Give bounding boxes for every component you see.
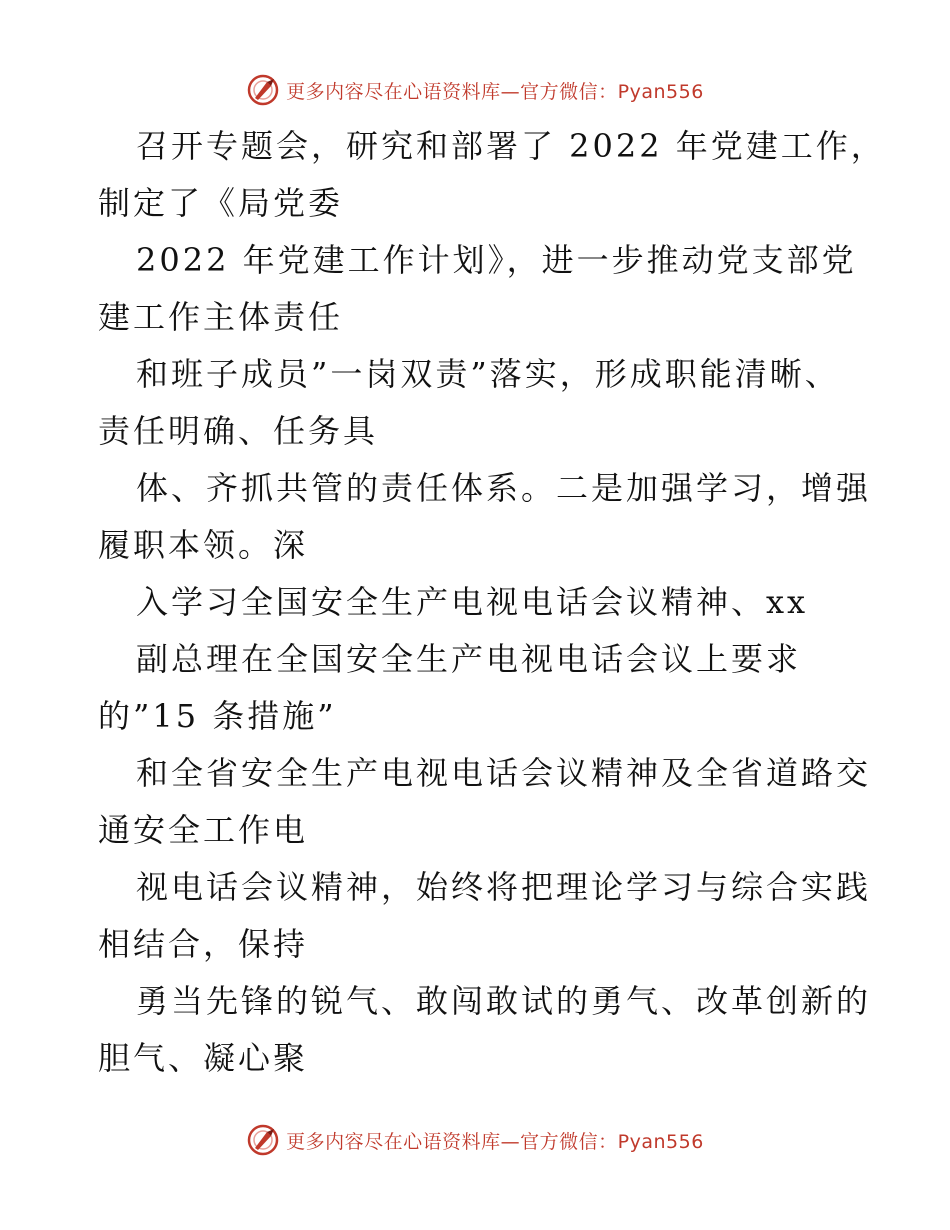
paragraph-continuation-line: 建工作主体责任 <box>98 298 344 336</box>
document-body <box>98 118 886 1087</box>
paragraph-first-line: 视电话会议精神，始终将把理论学习与综合实践 <box>136 868 872 906</box>
paragraph-first-line: 入学习全国安全生产电视电话会议精神、xx <box>136 583 809 621</box>
paragraph-first-line: 2022 年党建工作计划》，进一步推动党支部党 <box>136 241 857 279</box>
paragraph <box>98 232 868 346</box>
paragraph <box>98 574 868 631</box>
banner-text: 更多内容尽在心语资料库—官方微信：Pyan556 <box>286 1130 704 1153</box>
paragraph-first-line: 勇当先锋的锐气、敢闯敢试的勇气、改革创新的 <box>136 982 872 1020</box>
pen-nib-logo-icon <box>246 1123 280 1157</box>
footer-banner <box>0 1120 950 1160</box>
paragraph <box>98 118 886 232</box>
paragraph-continuation-line: 制定了《局党委 <box>98 184 344 222</box>
paragraph-first-line: 副总理在全国安全生产电视电话会议上要求 <box>136 640 802 678</box>
paragraph-first-line: 召开专题会，研究和部署了 2022 年党建工作， <box>136 127 886 165</box>
paragraph-continuation-line: 相结合，保持 <box>98 925 309 963</box>
paragraph <box>98 745 872 859</box>
paragraph-first-line: 体、齐抓共管的责任体系。二是加强学习，增强 <box>136 469 872 507</box>
paragraph <box>98 859 872 973</box>
paragraph-first-line: 和全省安全生产电视电话会议精神及全省道路交 <box>136 754 872 792</box>
paragraph-continuation-line: 通安全工作电 <box>98 811 309 849</box>
paragraph-continuation-line: 的”15 条措施” <box>98 697 337 735</box>
paragraph-first-line: 和班子成员”一岗双责”落实，形成职能清晰、 <box>136 355 840 393</box>
paragraph <box>98 460 872 574</box>
header-banner <box>0 70 950 110</box>
pen-nib-logo-icon <box>246 73 280 107</box>
paragraph-continuation-line: 责任明确、任务具 <box>98 412 379 450</box>
paragraph-continuation-line: 履职本领。深 <box>98 526 309 564</box>
banner-text: 更多内容尽在心语资料库—官方微信：Pyan556 <box>286 80 704 103</box>
paragraph <box>98 631 868 745</box>
paragraph <box>98 973 872 1087</box>
paragraph <box>98 346 868 460</box>
paragraph-continuation-line: 胆气、凝心聚 <box>98 1039 309 1077</box>
